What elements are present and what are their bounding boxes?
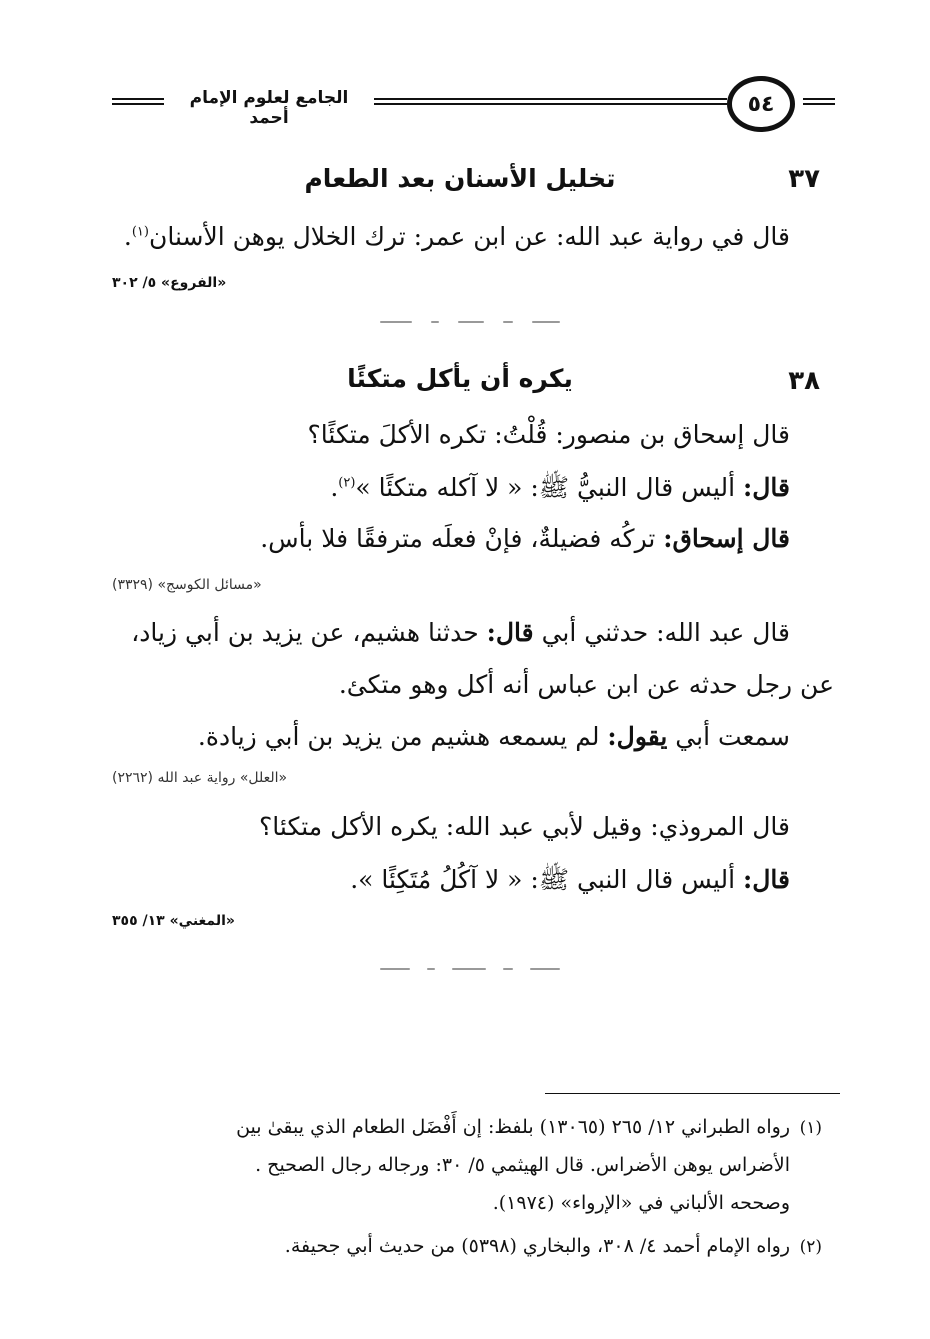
footnote-line: وصححه الألباني في «الإرواء» (١٩٧٤). bbox=[492, 1192, 790, 1214]
source-citation: «مسائل الكوسج» (٣٣٢٩) bbox=[112, 577, 262, 593]
footnote-rule bbox=[545, 1093, 840, 1094]
book-title: الجامع لعلوم الإمام أحمد bbox=[189, 88, 349, 128]
footnote-ref: (٢) bbox=[338, 475, 356, 491]
section-title: تخليل الأسنان بعد الطعام bbox=[304, 164, 616, 193]
ornament-divider bbox=[380, 317, 560, 327]
source-citation: «العلل» رواية عبد الله (٢٢٦٢) bbox=[112, 770, 288, 786]
section-number: ٣٧ bbox=[788, 164, 820, 194]
footnote-line: رواه الإمام أحمد ٤/ ٣٠٨، والبخاري (٥٣٩٨) من حديث أبي جحيفة. bbox=[284, 1235, 790, 1257]
text-line: قال في رواية عبد الله: عن ابن عمر: ترك الخلال يوهن الأسنان$^{(١)}$. bbox=[123, 222, 790, 251]
ornament-divider bbox=[380, 964, 560, 974]
page-number: ٥٤ bbox=[727, 76, 795, 132]
text-line: قال إسحاق: تركُه فضيلةٌ، فإنْ فعلَه مترفقًا فلا بأس. bbox=[260, 524, 790, 553]
header-rule-right bbox=[803, 98, 835, 105]
footnote-number: (١) bbox=[799, 1118, 822, 1138]
section-title: يكره أن يأكل متكئًا bbox=[347, 364, 573, 393]
text-line: قال عبد الله: حدثني أبي قال: حدثنا هشيم، عن يزيد بن أبي زياد، bbox=[131, 618, 790, 647]
source-citation: «المغني» ١٣/ ٣٥٥ bbox=[112, 913, 235, 929]
text-line: قال المروذي: وقيل لأبي عبد الله: يكره الأكل متكئا؟ bbox=[259, 812, 790, 841]
text-line: قال إسحاق بن منصور: قُلْتُ: تكره الأكلَ متكئًا؟ bbox=[307, 420, 790, 449]
text-line: قال: أليس قال النبي ﷺ: « لا آكُلُ مُتَكِئًا ». bbox=[350, 865, 790, 894]
footnote-number: (٢) bbox=[799, 1237, 822, 1257]
text-line: عن رجل حدثه عن ابن عباس أنه أكل وهو متكئ. bbox=[338, 670, 834, 699]
footnote-ref: (١) bbox=[131, 224, 149, 240]
footnote-line: الأضراس يوهن الأضراس. قال الهيثمي ٥/ ٣٠: ورجاله رجال الصحيح . bbox=[255, 1154, 790, 1176]
source-citation: «الفروع» ٥/ ٣٠٢ bbox=[112, 275, 227, 291]
footnote-line: رواه الطبراني ١٢/ ٢٦٥ (١٣٠٦٥) بلفظ: إن أَفْضَل الطعام الذي يبقىٰ بين bbox=[236, 1116, 790, 1138]
text-line: سمعت أبي يقول: لم يسمعه هشيم من يزيد بن أبي زيادة. bbox=[197, 722, 790, 751]
header-rule-left bbox=[112, 98, 164, 105]
header-rule-middle bbox=[374, 98, 727, 105]
text-line: قال: أليس قال النبيُّ ﷺ: « لا آكله متكئًا »$^{(٢)}$. bbox=[330, 473, 790, 502]
section-number: ٣٨ bbox=[788, 366, 820, 396]
